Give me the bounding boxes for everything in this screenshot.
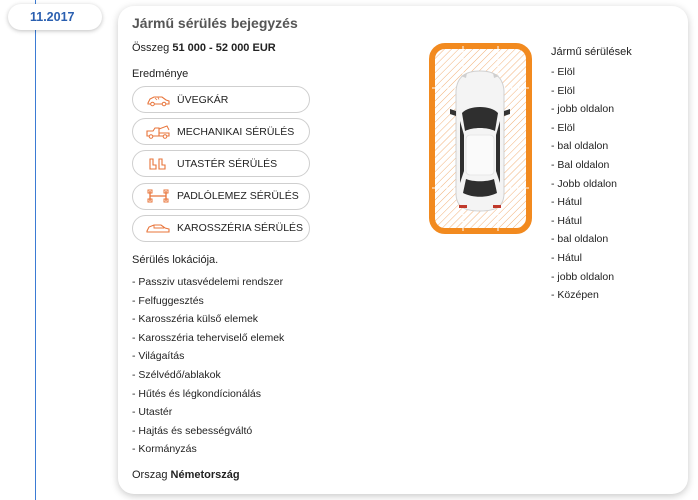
result-label-glass: ÜVEGKÁR	[177, 93, 229, 106]
result-list	[132, 86, 310, 247]
location-item: - Szélvédő/ablakok	[132, 368, 221, 381]
country-row	[132, 469, 240, 481]
location-item: - Hűtés és légkondícionálás	[132, 387, 261, 400]
vehicle-damage-title: Jármű sérülések	[551, 46, 632, 58]
timeline-date: 11.2017	[30, 10, 75, 24]
vehicle-damage-list	[551, 63, 617, 305]
amount-row	[132, 42, 276, 54]
location-item: - Passziv utasvédelemi rendszer	[132, 276, 284, 288]
location-item: - Felfuggesztés	[132, 294, 204, 307]
damage-item: - jobb oldalon	[551, 103, 615, 116]
country-value: Németország	[170, 469, 240, 481]
tow-truck-icon	[145, 124, 171, 140]
country-label: Orszag	[132, 469, 168, 481]
location-item: - Kormányzás	[132, 443, 197, 456]
damage-item: - jobb oldalon	[551, 270, 615, 283]
result-floorpan[interactable]	[132, 183, 310, 210]
damage-item: - Elöl	[551, 121, 575, 134]
damage-item: - Hátul	[551, 196, 582, 209]
damage-item: - Hátul	[551, 214, 582, 227]
timeline-date-badge	[8, 4, 102, 30]
car-glass-icon	[145, 92, 171, 108]
damage-item: - Elöl	[551, 84, 575, 97]
result-interior[interactable]	[132, 150, 310, 177]
damage-item: - Jobb oldalon	[551, 177, 617, 190]
damage-item: - Bal oldalon	[551, 158, 610, 171]
location-item: - Karosszéria teherviselő elemek	[132, 331, 285, 344]
result-bodywork[interactable]	[132, 215, 310, 242]
card-title: Jármű sérülés bejegyzés	[132, 15, 298, 31]
amount-value: 51 000 - 52 000 EUR	[172, 42, 276, 54]
car-body-icon	[145, 220, 171, 236]
result-label: Eredménye	[132, 68, 189, 80]
damage-item: - Hátul	[551, 251, 582, 264]
amount-label: Összeg	[132, 42, 170, 54]
damage-item: - Középen	[551, 289, 599, 302]
chassis-icon	[145, 188, 171, 204]
result-label-mechanical: MECHANIKAI SÉRÜLÉS	[177, 125, 295, 138]
damage-item: - Elöl	[551, 66, 575, 78]
result-mechanical[interactable]	[132, 118, 310, 145]
car-top-view-icon	[429, 43, 532, 234]
result-label-interior: UTASTÉR SÉRÜLÉS	[177, 157, 278, 170]
location-item: - Karosszéria külső elemek	[132, 313, 259, 326]
damage-item: - bal oldalon	[551, 140, 609, 153]
location-list	[132, 273, 284, 459]
damage-item: - bal oldalon	[551, 233, 609, 246]
result-label-bodywork: KAROSSZÉRIA SÉRÜLÉS	[177, 222, 304, 235]
location-item: - Hajtás és sebességváltó	[132, 424, 253, 437]
location-item: - Utastér	[132, 406, 173, 419]
car-damage-diagram	[429, 43, 532, 234]
result-label-floorpan: PADLÓLEMEZ SÉRÜLÉS	[177, 190, 299, 203]
car-seats-icon	[145, 156, 171, 172]
result-glass[interactable]	[132, 86, 310, 113]
location-item: - Világaítás	[132, 350, 185, 363]
damage-record-card	[118, 6, 688, 494]
timeline-line	[35, 0, 36, 500]
location-title: Sérülés lokációja.	[132, 254, 219, 266]
